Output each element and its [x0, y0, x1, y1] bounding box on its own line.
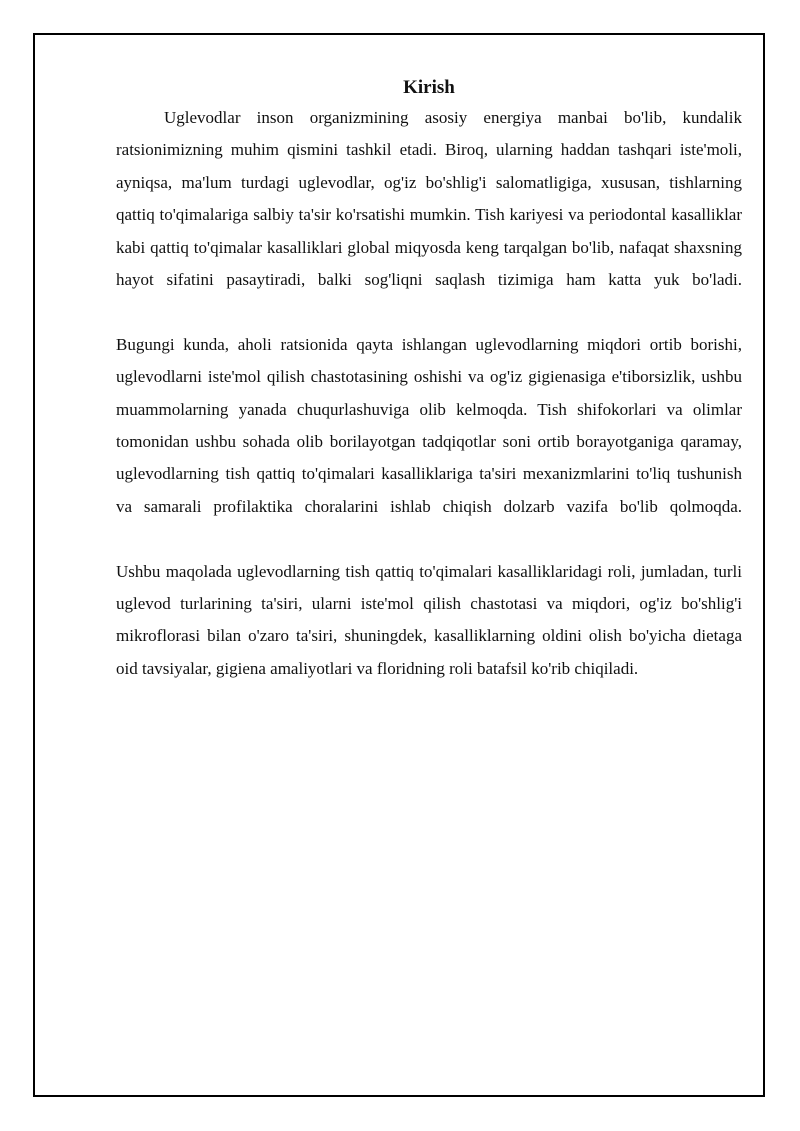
- document-body: [116, 74, 742, 685]
- paragraph-2: Bugungi kunda, aholi ratsionida qayta ishlangan uglevodlarning miqdori ortib borishi, uglevodlarni iste'mol qilish chastotasining oshishi va og'iz gigienasiga e'tiborsizlik, ushbu muammolarning yanada chuqurlashuviga olib kelmoqda. Tish shifokorlari va olimlar tomonidan ushbu sohada olib borilayotgan tadqiqotlar soni ortib borayotganiga qaramay, uglevodlarning tish qattiq to'qimalari kasalliklariga ta'siri mexanizmlarini to'liq tushunish va samarali profilaktika choralarini ishlab chiqish dolzarb vazifa bo'lib qolmoqda.: [116, 334, 742, 516]
- paragraph-spacer: [116, 296, 742, 328]
- paragraph-3: Ushbu maqolada uglevodlarning tish qattiq to'qimalari kasalliklaridagi roli, jumladan, turli uglevod turlarining ta'siri, ularni iste'mol qilish chastotasi va miqdori, og'iz bo'shlig'i mikroflorasi bilan o'zaro ta'siri, shuningdek, kasalliklarning oldini olish bo'yicha dietaga oid tavsiyalar, gigiena amaliyotlari va floridning roli batafsil ko'rib chiqiladi.: [116, 561, 742, 678]
- paragraph-spacer: [116, 523, 742, 555]
- document-title: Kirish: [403, 77, 455, 98]
- paragraph-1: Uglevodlar inson organizmining asosiy energiya manbai bo'lib, kundalik ratsionimizning muhim qismini tashkil etadi. Biroq, ularning haddan tashqari iste'moli, ayniqsa, ma'lum turdagi uglevodlar, og'iz bo'shlig'i salomatligiga, xususan, tishlarning qattiq to'qimalariga salbiy ta'sir ko'rsatishi mumkin. Tish kariyesi va periodontal kasalliklar kabi qattiq to'qimalar kasalliklari global miqyosda keng tarqalgan bo'lib, nafaqat shaxsning hayot sifatini pasaytiradi, balki sog'liqni saqlash tizimiga ham katta yuk bo'ladi.: [116, 108, 742, 290]
